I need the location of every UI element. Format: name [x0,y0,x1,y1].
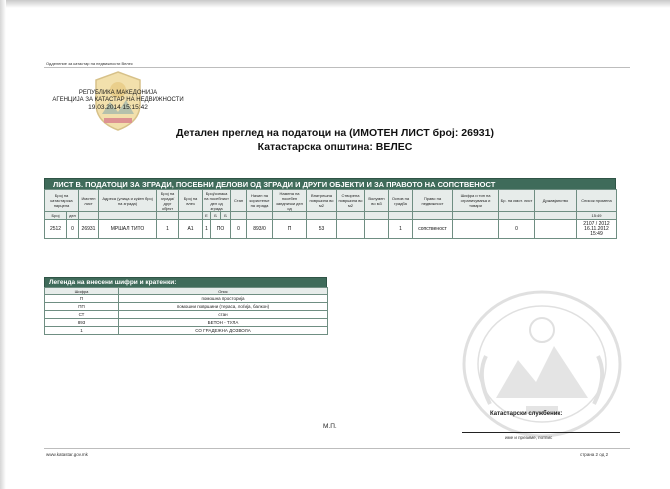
sheet-v-table [44,178,616,239]
legend-row [45,295,328,303]
cell-purpose: 893/0 [247,220,273,239]
col-citizenship: Државјанство [535,190,577,212]
agency-stamp [44,90,192,111]
legend-code: П [45,295,119,303]
title-line: Детален преглед на податоци на (ИМОТЕН ЛИСТ број: 26931) [176,127,494,139]
col-floor-group: Број/ознака на посебниот дел од зграда [204,190,229,211]
legend-col-code: Шифра [45,288,119,295]
col-basis: Основ на градба [389,190,413,212]
cell-flat: 0 [231,220,247,239]
col-interior-area: Внатрешна површина во м2 [307,190,337,212]
col-created-area: Створена површина во м2 [337,190,365,212]
state-emblem-watermark-icon [456,286,628,442]
cell-restrictions [453,220,499,239]
cell-floor: 1 [203,220,211,239]
col-list: Имотен лист [79,190,99,212]
legend-code: 893 [45,319,119,327]
legend-row [45,303,328,311]
sub-parcel-part: дел [67,212,79,220]
cell-entrance: А1 [179,220,203,239]
col-parcel: Број на катастарска парцела [45,190,79,212]
legend-desc: помошни површини (тераса, лоѓија, балкон) [119,303,328,311]
legend-desc: помошна просторија [119,295,328,303]
signature-caption: име и презиме, потпис [505,435,553,440]
cell-special-use: П [273,220,307,239]
page-edge-shadow [0,0,6,489]
col-address: Адреса (улица и куќен број на зграда) [99,190,157,212]
agency-name: АГЕНЦИЈА ЗА КАТАСТАР НА НЕДВИЖНОСТИ [52,97,184,103]
website-link[interactable]: www.katastar.gov.mk [46,452,88,457]
legend-row [45,327,328,335]
col-purpose: Начин на користење на зграда [247,190,273,212]
cell-part: 0 [67,220,79,239]
cell-address: МРШАЛ ТИТО [99,220,157,239]
col-right: Право на недвижност [413,190,453,212]
officer-label: Катастарски службеник: [490,411,563,417]
legend-desc: стан [119,311,328,319]
table-row [45,220,617,239]
cell-created-area [337,220,365,239]
cell-entry-list: 2107 / 2012 16.11.2012 15:49 [577,220,617,239]
cell-citizenship [535,220,577,239]
legend-code: 1 [45,327,119,335]
agency-timestamp: 19.03.2014 15:15:42 [88,104,148,111]
divider [44,67,630,68]
col-entry-list: Список промена [577,190,617,212]
col-entrance: Број на влез [179,190,203,212]
legend-row [45,319,328,327]
legend-desc: БЕТОН - ТУЛА [119,319,328,327]
office-name: Одделение за катастар на недвижности Велес [46,61,133,66]
signature-line [462,432,620,433]
col-special-use: Намена на посебен заеднички дел од [273,190,307,212]
legend-heading: Легенда на внесени шифри и кратенки: [44,277,327,287]
sheet-heading: ЛИСТ В. ПОДАТОЦИ ЗА ЗГРАДИ, ПОСЕБНИ ДЕЛОВИ ОД ЗГРАДИ И ДРУГИ ОБЈЕКТИ И ЗА ПРАВОТО НА СОПСТВЕНОСТ [44,178,616,189]
col-restrictions: Шифра и тип на ограничувања и товари [453,190,499,212]
sub-parcel-no: Број [45,212,67,220]
col-volume: Волумен во м3 [365,190,389,212]
cell-building: 1 [157,220,179,239]
stamp-place-label: М.П. [323,423,337,430]
divider [44,448,630,449]
legend-code: ПП [45,303,119,311]
municipality-line: Катастарска општина: ВЕЛЕС [257,141,413,153]
cell-volume [365,220,389,239]
page-number: страна 2 од 2 [580,452,609,457]
legend-code: СТ [45,311,119,319]
cell-right: сопственост [413,220,453,239]
cell-list: 26931 [79,220,99,239]
sub-f3: Б [221,212,231,220]
cell-interior-area: 53 [307,220,337,239]
time-cell: 15:49 [577,212,617,220]
sub-f2: Б [211,212,221,220]
page-edge-shadow [0,0,670,8]
legend-desc: СО ГРАДЕЖНА ДОЗВОЛА [119,327,328,335]
document-title [120,126,550,154]
col-sheet-no: Бр. на имот. лист [499,190,535,212]
buildings-table [44,189,617,239]
col-flat: Стан [231,190,247,212]
sub-f1: Е [203,212,211,220]
legend-row [45,311,328,319]
cell-flat-type: ПО [211,220,231,239]
cell-sheet-no: 0 [499,220,535,239]
legend-col-desc: Опис [119,288,328,295]
cell-parcel: 2512 [45,220,67,239]
cell-basis: 1 [389,220,413,239]
col-building: Број на зграда/друг објект [157,190,179,212]
legend-table [44,277,327,335]
agency-country: РЕПУБЛИКА МАКЕДОНИЈА [78,90,158,96]
